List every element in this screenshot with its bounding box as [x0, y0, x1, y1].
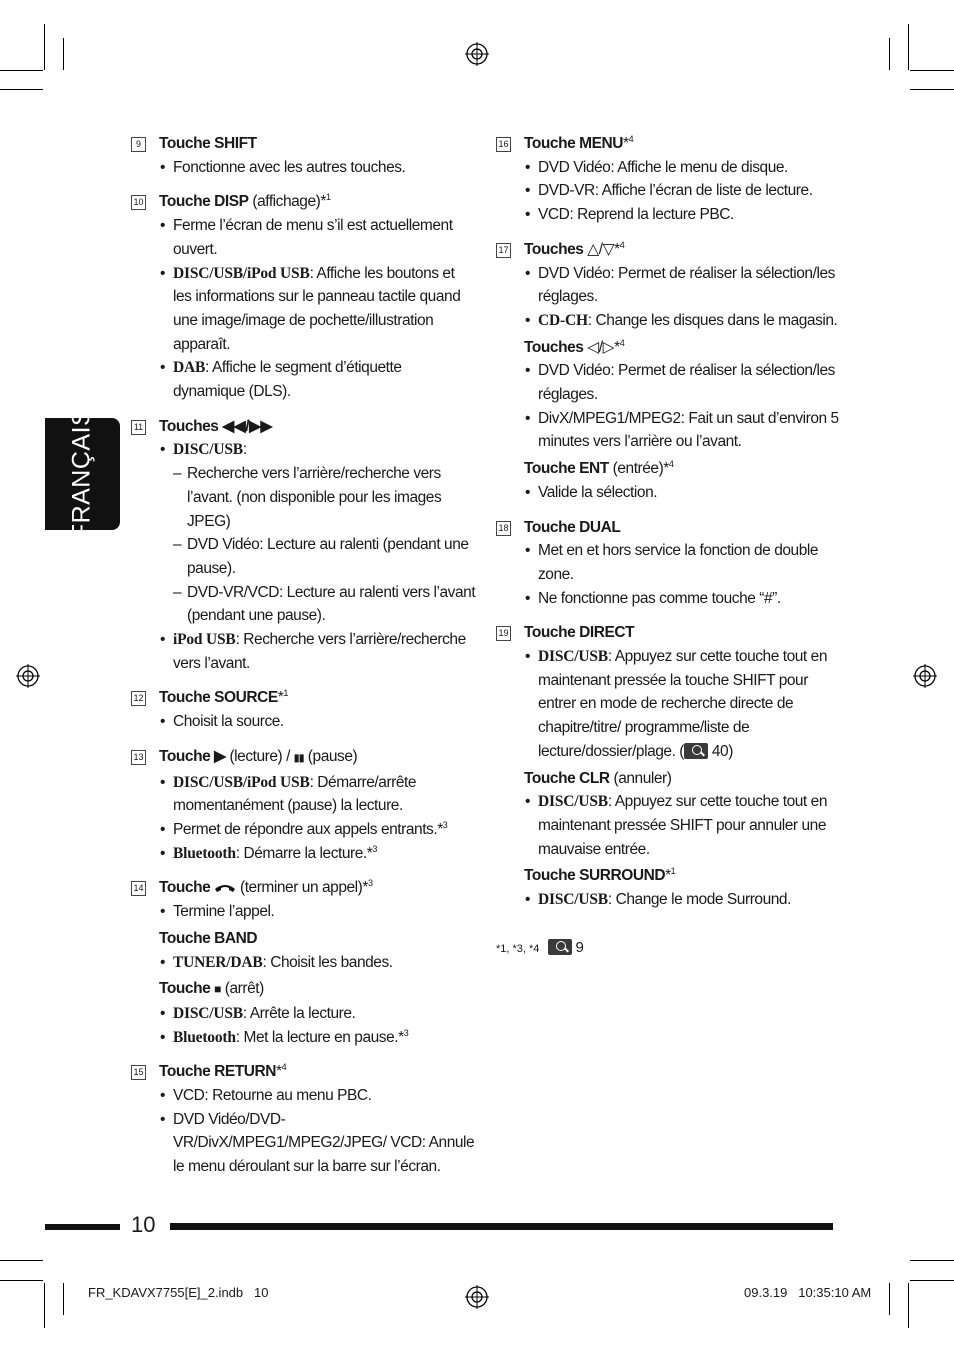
entry-title: Touches ◀◀/▶▶ — [159, 417, 273, 435]
bullet-item: • DVD-VR: Affiche l’écran de liste de lecture. — [524, 179, 841, 203]
item-number: 17 — [496, 243, 511, 258]
entry-title: Touche (terminer un appel)*$^3$ — [159, 878, 373, 897]
entry-title: Touche DUAL — [524, 518, 621, 536]
entry-arrows — [496, 238, 841, 505]
bullet-item: • VCD: Retourne au menu PBC. — [159, 1084, 476, 1108]
crop-mark — [910, 1280, 954, 1281]
crop-mark — [908, 24, 909, 70]
crop-mark — [0, 70, 43, 71]
page-number: 10 — [131, 1212, 156, 1237]
crop-mark — [63, 38, 64, 70]
footer-file: FR_KDAVX7755[E]_2.indb 10 — [88, 1285, 269, 1300]
dash-item: – DVD-VR/VCD: Lecture au ralenti vers l’avant (pendant une pause). — [173, 581, 476, 628]
item-number: 16 — [496, 137, 511, 152]
page-bar-left — [45, 1224, 120, 1230]
pause-icon: ▮▮ — [293, 752, 304, 764]
item-number: 12 — [131, 691, 146, 706]
crop-mark — [910, 70, 954, 71]
crop-mark — [44, 1283, 45, 1328]
bullet-item: • DivX/MPEG1/MPEG2: Fait un saut d’environ 5 minutes vers l’arrière ou l’avant. — [524, 407, 841, 454]
registration-mark-icon — [913, 664, 937, 688]
entry-subtitle: Touches ◁/▷*$^4$ — [524, 337, 625, 356]
item-number: 9 — [131, 137, 146, 152]
footer-timestamp: 09.3.19 10:35:10 AM — [744, 1285, 872, 1300]
bullet-item: • DISC/USB: Arrête la lecture. — [159, 1002, 476, 1026]
entry-menu — [496, 132, 841, 227]
bullet-item: • TUNER/DAB: Choisit les bandes. — [159, 951, 476, 975]
entry-source — [131, 686, 476, 733]
entry-shift — [131, 132, 476, 179]
entry-direct — [496, 621, 841, 911]
right-column — [496, 132, 841, 923]
entry-return — [131, 1060, 476, 1179]
bullet-item: • DVD Vidéo/DVD-VR/DivX/MPEG1/MPEG2/JPEG/ VCD: Annule le menu déroulant sur la barre sur l’écran. — [159, 1108, 476, 1179]
crop-mark — [0, 89, 43, 90]
item-number: 14 — [131, 881, 146, 896]
bullet-item: • DISC/USB: Change le mode Surround. — [524, 888, 841, 912]
entry-title: Touche SOURCE*$^1$ — [159, 688, 288, 707]
bullet-item: • Bluetooth: Démarre la lecture.*$^3$ — [159, 842, 476, 866]
bullet-item: • DVD Vidéo: Affiche le menu de disque. — [524, 156, 841, 180]
crop-mark — [910, 1260, 954, 1261]
page-bar-right — [170, 1223, 833, 1230]
entry-title: Touche DIRECT — [524, 624, 635, 642]
registration-mark-icon — [465, 1285, 489, 1309]
crop-mark — [910, 89, 954, 90]
entry-subtitle: Touche CLR (annuler) — [524, 769, 672, 787]
end-call-icon — [214, 882, 236, 893]
bullet-item: • DISC/USB: Appuyez sur cette touche tout en maintenant pressée la touche SHIFT pour entrer en mode de recherche directe de chapitre/titre/ programme/liste de lecture/dossier/plage. ( 40) — [524, 645, 841, 764]
language-label: FRANÇAIS — [67, 408, 96, 540]
item-number: 15 — [131, 1065, 146, 1080]
entry-subtitle: Touche SURROUND*$^1$ — [524, 866, 676, 885]
bullet-item: • Permet de répondre aux appels entrants.*$^3$ — [159, 818, 476, 842]
footnote — [496, 937, 584, 960]
left-column — [131, 132, 476, 1190]
entry-title: Touche ▶ (lecture) / ▮▮ (pause) — [159, 747, 358, 765]
bullet-item: • DISC/USB: – Recherche vers l’arrière/recherche vers l’avant. (non disponible pour les images JPEG) – DVD Vidéo: Lecture au ralenti (pendant une pause). – DVD-VR/VCD: Lecture au ralenti vers l’avant (pendant une pause). — [159, 438, 476, 628]
footnote-marks: *1, *3, *4 — [496, 943, 540, 955]
item-number: 11 — [131, 420, 146, 435]
bullet-item: • Valide la sélection. — [524, 481, 841, 505]
bullet-item: • DVD Vidéo: Permet de réaliser la sélection/les réglages. — [524, 262, 841, 309]
entry-title: Touche MENU*$^4$ — [524, 133, 634, 152]
bullet-item: • Ne fonctionne pas comme touche “#”. — [524, 587, 841, 611]
bullet-item: • iPod USB: Recherche vers l’arrière/recherche vers l’avant. — [159, 628, 476, 675]
dash-item: – Recherche vers l’arrière/recherche vers l’avant. (non disponible pour les images JPEG) — [173, 462, 476, 533]
bullet-item: • VCD: Reprend la lecture PBC. — [524, 203, 841, 227]
crop-mark — [889, 38, 890, 70]
item-number: 18 — [496, 521, 511, 536]
bullet-item: • Bluetooth: Met la lecture en pause.*$^3$ — [159, 1026, 476, 1050]
bullet-item: • CD-CH: Change les disques dans le magasin. — [524, 309, 841, 333]
entry-title: Touche RETURN*$^4$ — [159, 1062, 287, 1081]
crop-mark — [0, 1280, 43, 1281]
entry-disp — [131, 190, 476, 403]
up-down-arrow-icon: △/▽ — [587, 240, 615, 258]
entry-subtitle: Touche ENT (entrée)*$^4$ — [524, 458, 674, 478]
entry-subtitle: Touche ■ (arrêt) — [159, 980, 264, 998]
bullet-item: • Ferme l’écran de menu s’il est actuellement ouvert. — [159, 214, 476, 261]
entry-play-pause — [131, 745, 476, 866]
bullet-item: • DVD Vidéo: Permet de réaliser la sélection/les réglages. — [524, 359, 841, 406]
play-icon: ▶ — [214, 747, 226, 765]
bullet-item: • Termine l’appel. — [159, 900, 476, 924]
item-number: 13 — [131, 750, 146, 765]
dash-item: – DVD Vidéo: Lecture au ralenti (pendant une pause). — [173, 533, 476, 580]
registration-mark-icon — [465, 42, 489, 66]
item-number: 10 — [131, 195, 146, 210]
crop-mark — [63, 1283, 64, 1315]
search-ref-icon — [684, 743, 708, 759]
crop-mark — [889, 1283, 890, 1315]
bullet-item: • Met en et hors service la fonction de double zone. — [524, 539, 841, 586]
language-side-tab — [45, 408, 120, 540]
search-ref-icon — [548, 939, 572, 955]
entry-dual — [496, 516, 841, 611]
crop-mark — [44, 24, 45, 70]
entry-title: Touches △/▽*$^4$ — [524, 239, 625, 258]
registration-mark-icon — [16, 664, 40, 688]
bullet-item: • Choisit la source. — [159, 710, 476, 734]
crop-mark — [0, 1260, 43, 1261]
item-number: 19 — [496, 626, 511, 641]
bullet-item: • DISC/USB/iPod USB: Affiche les boutons et les informations sur le panneau tactile quand une image/image de pochette/illustration apparaît. — [159, 262, 476, 357]
footnote-ref: 9 — [575, 939, 584, 956]
entry-title: Touche DISP (affichage)*$^1$ — [159, 192, 331, 211]
entry-end-call — [131, 876, 476, 1049]
left-right-arrow-icon: ◁/▷ — [587, 338, 615, 356]
bullet-item: • DAB: Affiche le segment d’étiquette dynamique (DLS). — [159, 356, 476, 403]
entry-subtitle: Touche BAND — [159, 929, 258, 947]
entry-search — [131, 415, 476, 676]
bullet-item: • DISC/USB: Appuyez sur cette touche tout en maintenant pressée SHIFT pour annuler une mauvaise entrée. — [524, 790, 841, 861]
bullet-item: • DISC/USB/iPod USB: Démarre/arrête momentanément (pause) la lecture. — [159, 771, 476, 818]
stop-icon: ■ — [214, 982, 221, 997]
entry-title: Touche SHIFT — [159, 135, 257, 152]
crop-mark — [908, 1283, 909, 1328]
bullet-item: • Fonctionne avec les autres touches. — [159, 156, 476, 180]
